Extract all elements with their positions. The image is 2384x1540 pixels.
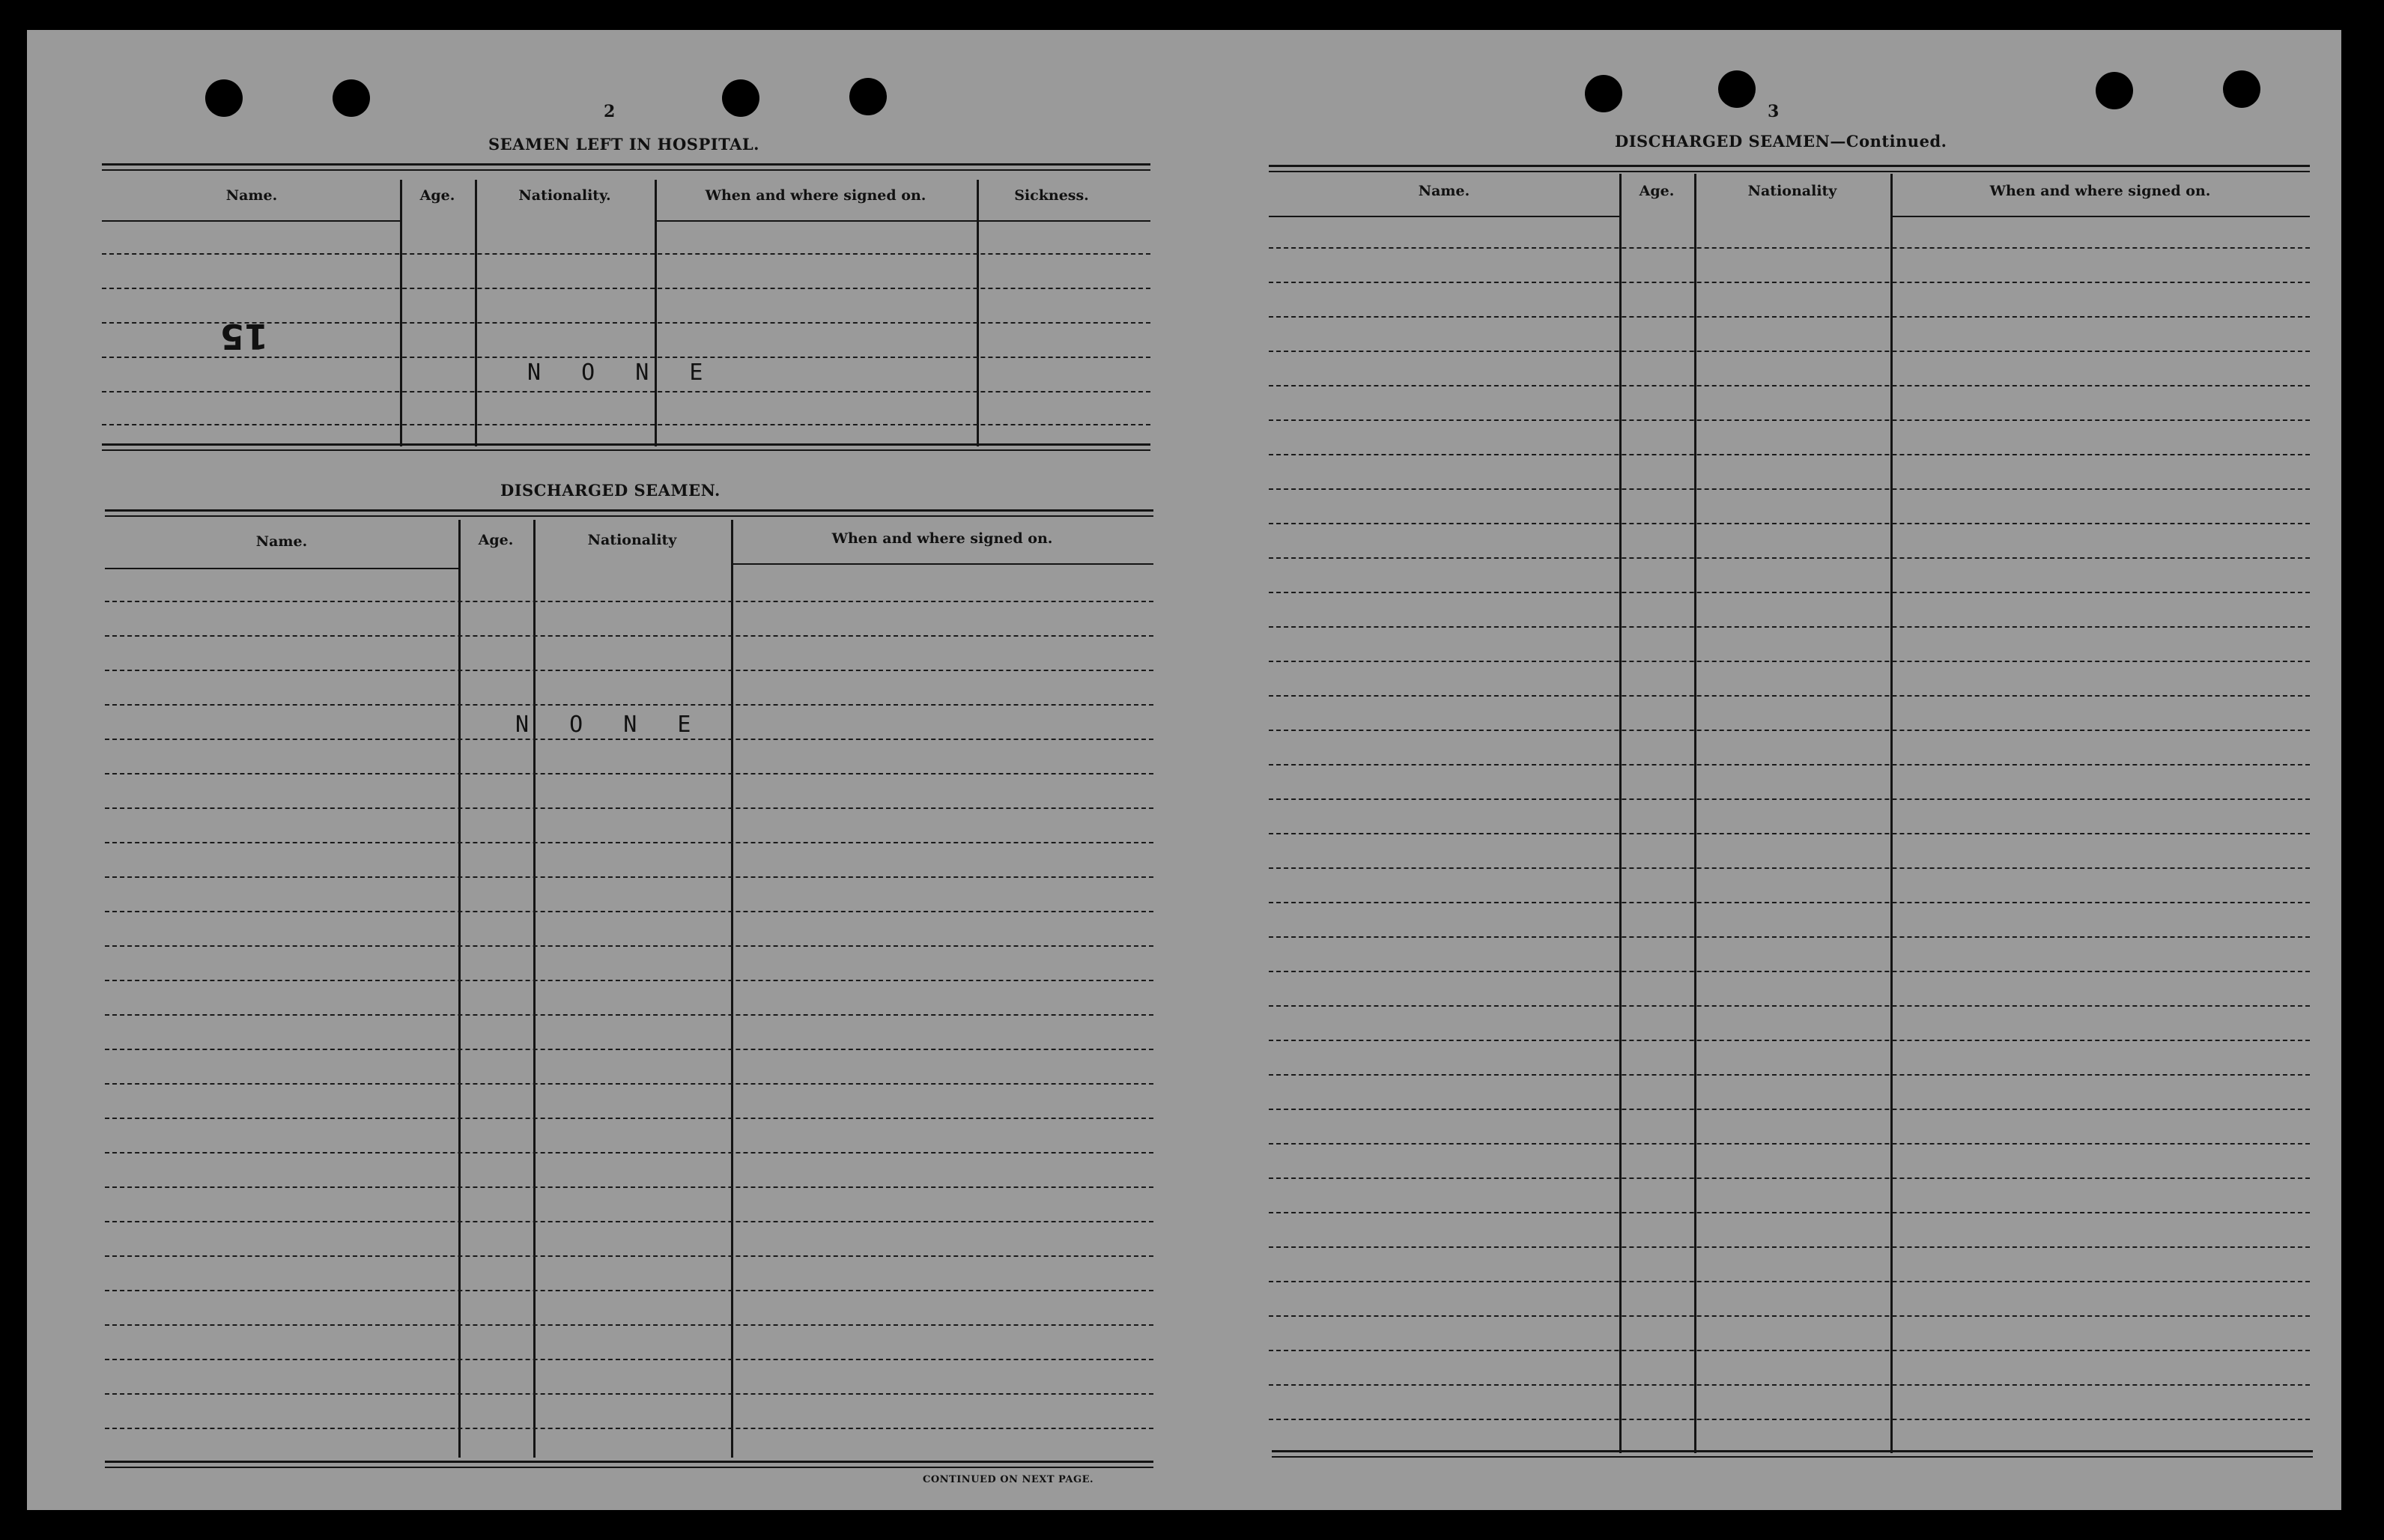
table-rule xyxy=(1272,1450,2313,1452)
right-page-number: 3 xyxy=(1768,102,1780,121)
header-rule xyxy=(1269,216,1619,217)
column-rule xyxy=(400,180,402,446)
dashed-row-line xyxy=(105,876,1153,878)
dashed-row-line xyxy=(1269,902,2310,903)
dashed-row-line xyxy=(105,1428,1153,1429)
dashed-row-line xyxy=(1269,316,2310,318)
punch-hole xyxy=(2096,72,2133,109)
handwritten-mark: 15 xyxy=(220,316,269,357)
dashed-row-line xyxy=(1269,1074,2310,1076)
dashed-row-line xyxy=(1269,557,2310,559)
dashed-row-line xyxy=(1269,661,2310,662)
punch-hole xyxy=(333,79,370,117)
column-rule xyxy=(977,180,979,446)
dashed-row-line xyxy=(105,739,1153,740)
punch-hole xyxy=(849,78,887,115)
header-rule xyxy=(655,220,1150,222)
dashed-row-line xyxy=(105,670,1153,671)
dashed-row-line xyxy=(105,1152,1153,1154)
header-rule xyxy=(105,568,458,569)
dashed-row-line xyxy=(1269,523,2310,524)
punch-hole xyxy=(205,79,243,117)
discharged-section-title: DISCHARGED SEAMEN. xyxy=(500,481,721,500)
table-rule xyxy=(1269,171,2310,172)
hospital-col-signed-on: When and where signed on. xyxy=(705,187,926,204)
dashed-row-line xyxy=(1269,351,2310,352)
dashed-row-line xyxy=(105,1393,1153,1395)
dashed-row-line xyxy=(1269,764,2310,766)
dashed-row-line xyxy=(1269,454,2310,455)
document-sheet xyxy=(27,30,2341,1510)
dashed-row-line xyxy=(105,807,1153,809)
dashed-row-line xyxy=(1269,1109,2310,1110)
dashed-row-line xyxy=(1269,419,2310,421)
column-rule xyxy=(458,520,461,1458)
dashed-row-line xyxy=(1269,971,2310,972)
hospital-col-name: Name. xyxy=(225,187,278,204)
continued-note: CONTINUED ON NEXT PAGE. xyxy=(923,1474,1094,1485)
dashed-row-line xyxy=(1269,1246,2310,1248)
hospital-col-sickness: Sickness. xyxy=(1014,187,1089,204)
dashed-row-line xyxy=(105,1014,1153,1016)
dashed-row-line xyxy=(1269,1281,2310,1282)
hospital-col-nationality: Nationality. xyxy=(518,187,611,204)
table-rule xyxy=(105,1467,1153,1468)
discharged-continued-title: DISCHARGED SEAMEN—Continued. xyxy=(1615,132,1947,151)
dashed-row-line xyxy=(1269,867,2310,869)
table-rule xyxy=(102,449,1150,451)
dashed-row-line xyxy=(105,1186,1153,1188)
right-col-age: Age. xyxy=(1639,183,1675,199)
dashed-row-line xyxy=(105,842,1153,843)
right-col-name: Name. xyxy=(1418,183,1470,199)
dashed-row-line xyxy=(1269,626,2310,628)
column-rule xyxy=(475,180,477,446)
dashed-row-line xyxy=(1269,1212,2310,1213)
dashed-row-line xyxy=(1269,488,2310,490)
dashed-row-line xyxy=(105,1049,1153,1050)
table-rule xyxy=(105,509,1153,512)
table-rule xyxy=(102,443,1150,446)
dashed-row-line xyxy=(105,1221,1153,1222)
dashed-row-line xyxy=(1269,730,2310,731)
dashed-row-line xyxy=(105,1324,1153,1326)
dashed-row-line xyxy=(102,357,1150,358)
column-rule xyxy=(1619,174,1622,1453)
dashed-row-line xyxy=(102,424,1150,425)
punch-hole xyxy=(1585,75,1622,112)
dashed-row-line xyxy=(105,773,1153,774)
column-rule xyxy=(731,520,733,1458)
column-rule xyxy=(1694,174,1696,1453)
dashed-row-line xyxy=(1269,1040,2310,1041)
table-rule xyxy=(105,1461,1153,1463)
dashed-row-line xyxy=(105,980,1153,981)
dashed-row-line xyxy=(105,1118,1153,1119)
dashed-row-line xyxy=(105,945,1153,947)
dashed-row-line xyxy=(1269,833,2310,834)
left-page-number: 2 xyxy=(604,102,616,121)
discharged-col-nationality: Nationality xyxy=(587,532,677,548)
right-col-nationality: Nationality xyxy=(1747,183,1837,199)
discharged-col-age: Age. xyxy=(478,532,514,548)
column-rule xyxy=(1890,174,1893,1453)
dashed-row-line xyxy=(105,1359,1153,1360)
table-rule xyxy=(102,169,1150,171)
header-rule xyxy=(102,220,401,222)
dashed-row-line xyxy=(1269,1005,2310,1007)
discharged-col-signed-on: When and where signed on. xyxy=(831,530,1053,547)
dashed-row-line xyxy=(1269,1315,2310,1317)
dashed-row-line xyxy=(105,601,1153,602)
dashed-row-line xyxy=(1269,936,2310,938)
dashed-row-line xyxy=(102,253,1150,255)
dashed-row-line xyxy=(105,635,1153,637)
dashed-row-line xyxy=(1269,1143,2310,1145)
dashed-row-line xyxy=(105,911,1153,912)
dashed-row-line xyxy=(1269,247,2310,249)
header-rule xyxy=(1890,216,2310,217)
dashed-row-line xyxy=(1269,798,2310,800)
punch-hole xyxy=(1718,70,1756,108)
dashed-row-line xyxy=(1269,385,2310,386)
table-rule xyxy=(102,163,1150,166)
hospital-col-age: Age. xyxy=(419,187,455,204)
dashed-row-line xyxy=(105,1290,1153,1291)
table-rule xyxy=(105,515,1153,517)
dashed-row-line xyxy=(102,288,1150,289)
header-rule xyxy=(731,563,1153,565)
dashed-row-line xyxy=(1269,282,2310,283)
dashed-row-line xyxy=(1269,1350,2310,1351)
discharged-col-name: Name. xyxy=(255,533,308,550)
discharged-none-entry: N O N E xyxy=(515,712,705,738)
dashed-row-line xyxy=(1269,1177,2310,1179)
dashed-row-line xyxy=(1269,1384,2310,1386)
column-rule xyxy=(655,180,657,446)
punch-hole xyxy=(2223,70,2260,108)
table-rule xyxy=(1272,1456,2313,1458)
dashed-row-line xyxy=(1269,695,2310,697)
dashed-row-line xyxy=(105,1255,1153,1257)
punch-hole xyxy=(722,79,759,117)
dashed-row-line xyxy=(105,704,1153,706)
table-rule xyxy=(1269,165,2310,167)
dashed-row-line xyxy=(105,1083,1153,1085)
column-rule xyxy=(533,520,536,1458)
dashed-row-line xyxy=(1269,592,2310,593)
hospital-none-entry: N O N E xyxy=(527,360,717,386)
dashed-row-line xyxy=(102,391,1150,392)
dashed-row-line xyxy=(1269,1419,2310,1420)
right-col-signed-on: When and where signed on. xyxy=(1989,183,2211,199)
hospital-section-title: SEAMEN LEFT IN HOSPITAL. xyxy=(488,135,759,154)
